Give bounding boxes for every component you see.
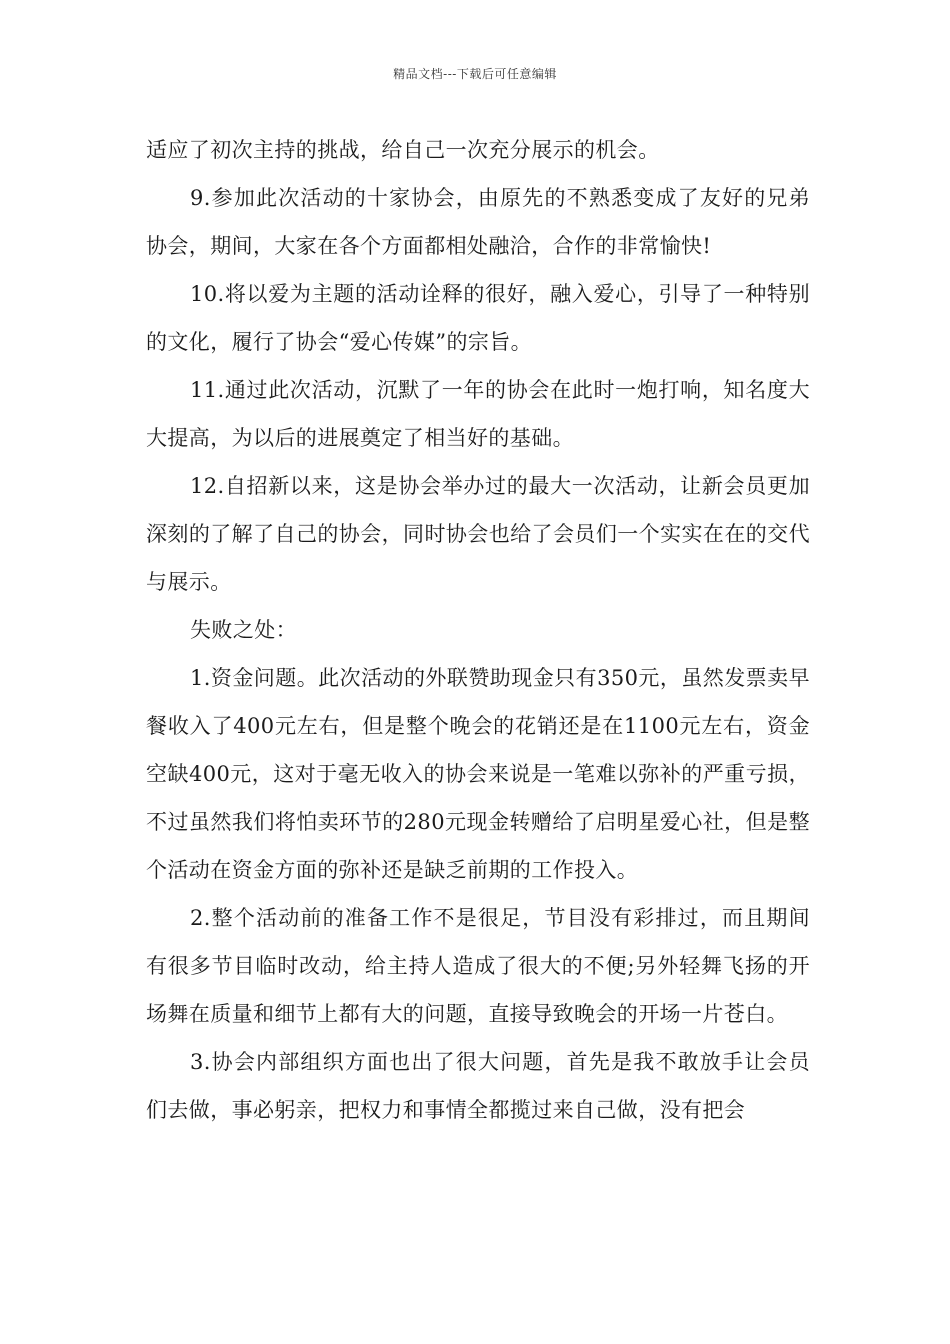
paragraph-failure-1: 1.资金问题。此次活动的外联赞助现金只有350元，虽然发票卖早餐收入了400元左右，但是整个晚会的花销还是在1100元左右，资金空缺400元，这对于毫无收入的协会来说是一笔难以弥补的严重亏损，不过虽然我们将怕卖环节的280元现金转赠给了启明星爱心社，但是整个活动在资金方面的弥补还是缺乏前期的工作投入。: [146, 666, 810, 882]
section-heading-failures: 失败之处：: [190, 618, 297, 642]
paragraph-failure-2: 2.整个活动前的准备工作不是很足，节目没有彩排过，而且期间有很多节目临时改动，给主持人造成了很大的不便;另外轻舞飞扬的开场舞在质量和细节上都有大的问题，直接导致晚会的开场一片苍白。: [146, 906, 810, 1026]
document-body: [146, 126, 810, 1134]
paragraph-failure-3: 3.协会内部组织方面也出了很大问题，首先是我不敢放手让会员们去做，事必躬亲，把权力和事情全都揽过来自己做，没有把会: [146, 1050, 810, 1122]
paragraph-item-12: 12.自招新以来，这是协会举办过的最大一次活动，让新会员更加深刻的了解了自己的协会，同时协会也给了会员们一个实实在在的交代与展示。: [146, 474, 810, 594]
paragraph-item-9: 9.参加此次活动的十家协会，由原先的不熟悉变成了友好的兄弟协会，期间，大家在各个方面都相处融洽，合作的非常愉快!: [146, 186, 810, 258]
paragraph-item-11: 11.通过此次活动，沉默了一年的协会在此时一炮打响，知名度大大提高，为以后的进展奠定了相当好的基础。: [146, 378, 810, 450]
paragraph-continuation: 适应了初次主持的挑战，给自己一次充分展示的机会。: [146, 138, 660, 162]
paragraph-item-10: 10.将以爱为主题的活动诠释的很好，融入爱心，引导了一种特别的文化，履行了协会“爱心传媒”的宗旨。: [146, 282, 810, 354]
page-header: 精品文档---下载后可任意编辑: [393, 67, 557, 81]
